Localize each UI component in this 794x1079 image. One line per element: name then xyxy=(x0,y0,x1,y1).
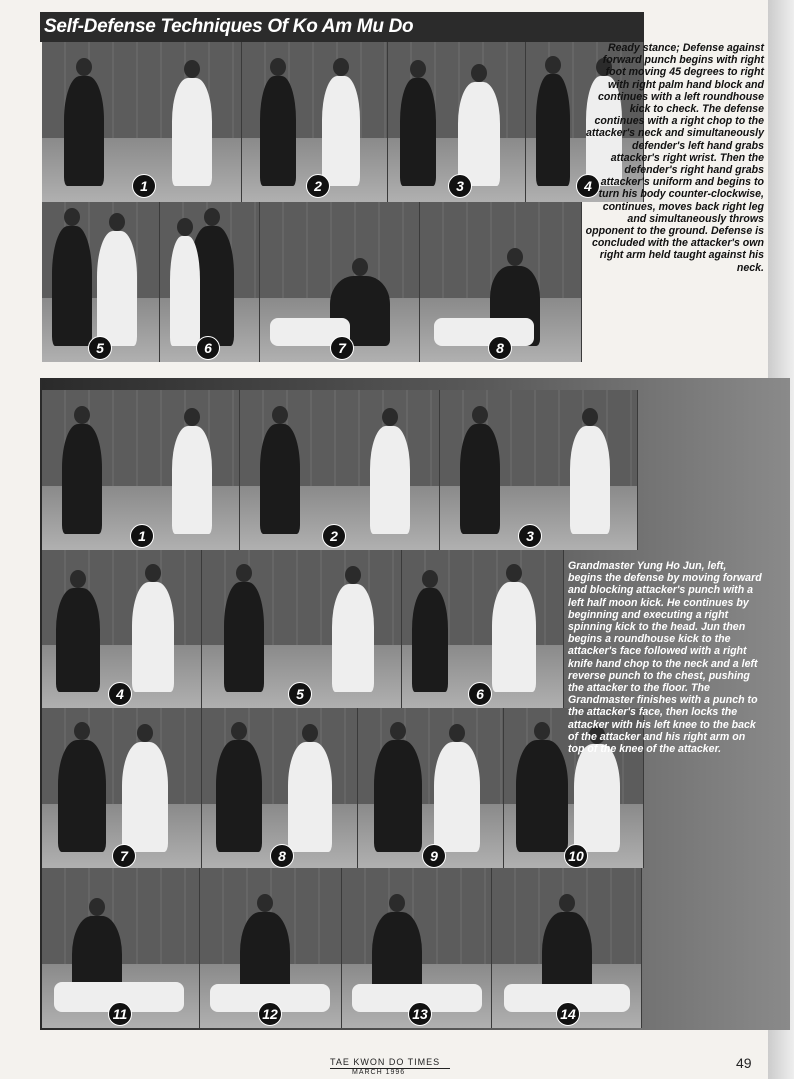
step-number: 6 xyxy=(468,682,492,706)
step-number: 2 xyxy=(322,524,346,548)
footer-date: MARCH 1996 xyxy=(352,1069,406,1076)
step-number: 5 xyxy=(88,336,112,360)
step-number: 7 xyxy=(330,336,354,360)
step-number: 7 xyxy=(112,844,136,868)
step-number: 12 xyxy=(258,1002,282,1026)
page-number: 49 xyxy=(736,1055,752,1071)
step-number: 9 xyxy=(422,844,446,868)
step-number: 5 xyxy=(288,682,312,706)
step-number: 4 xyxy=(576,174,600,198)
step-number: 1 xyxy=(132,174,156,198)
step-number: 10 xyxy=(564,844,588,868)
step-number: 14 xyxy=(556,1002,580,1026)
step-number: 6 xyxy=(196,336,220,360)
photo-seq2-3 xyxy=(440,390,638,550)
step-number: 8 xyxy=(488,336,512,360)
step-number: 11 xyxy=(108,1002,132,1026)
step-number: 13 xyxy=(408,1002,432,1026)
caption-sequence-2: Grandmaster Yung Ho Jun, left, begins the defense by moving forward and blocking attacker's punch with a left half moon kick. He continues by beginning and executing a right spinning kick to the head. Jun then begins a roundhouse kick to the attacker's face followed with a right knife hand chop to the neck and a left reverse punch to the chest, pushing the attacker to the floor. The Grandmaster finishes with a punch to the attacker's face, then locks the attacker with his left knee to the back of the attacker and his right arm on top of the knee of the attacker. xyxy=(568,560,762,756)
step-number: 4 xyxy=(108,682,132,706)
step-number: 8 xyxy=(270,844,294,868)
step-number: 1 xyxy=(130,524,154,548)
footer-publication: TAE KWON DO TIMES xyxy=(330,1057,441,1067)
step-number: 2 xyxy=(306,174,330,198)
page-title: Self-Defense Techniques Of Ko Am Mu Do xyxy=(44,16,414,37)
step-number: 3 xyxy=(448,174,472,198)
caption-sequence-1: Ready stance; Defense against forward punch begins with right foot moving 45 degrees to right with right palm hand block and continues with a left roundhouse kick to check. The defense continues with a right chop to the attacker's neck and simultaneously defender's left hand grabs attacker's right wrist. Then the defender's right hand grabs attacker's uniform and begins to turn his body counter-clockwise, continues, moves back right leg and simultaneously throws opponent to the ground. Defense is concluded with the attacker's own right arm held taught against his neck. xyxy=(585,42,764,274)
step-number: 3 xyxy=(518,524,542,548)
